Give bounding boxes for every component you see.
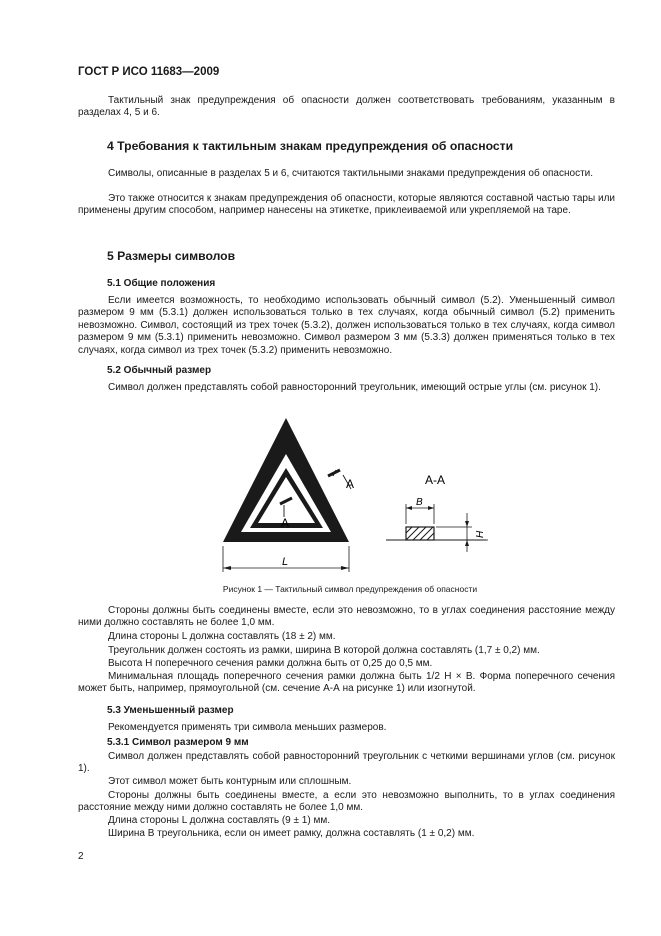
figure-notes-text-3: Треугольник должен состоять из рамки, ширина B которой должна составлять (1,7 ± 0,2) мм.	[108, 645, 540, 656]
subsection-5-3-text: Рекомендуется применять три символа меньших размеров.	[108, 722, 387, 733]
figure-notes-text-5: Минимальная площадь поперечного сечения рамки должна быть 1/2 H × B. Форма поперечного сечения может быть, например, прямоугольной (см. сечение А-А на рисунке 1) или изогнутой.	[78, 671, 615, 695]
document-header: ГОСТ Р ИСО 11683—2009	[78, 66, 220, 78]
subsection-5-3-1-paragraph-5	[78, 828, 615, 840]
section-label-a-outer: A	[346, 477, 355, 491]
subsection-5-3-1-text-5: Ширина B треугольника, если он имеет рамку, должна составлять (1 ± 0,2) мм.	[108, 828, 475, 839]
subsection-5-3-1-paragraph-1	[78, 751, 615, 776]
section-title: A-A	[425, 473, 446, 487]
subsection-5-1-paragraph	[78, 295, 615, 357]
subsection-5-2-text: Символ должен представлять собой равносторонний треугольник, имеющий острые углы (см. рисунок 1).	[108, 382, 601, 393]
subsection-5-2-title: 5.2 Обычный размер	[107, 365, 212, 376]
figure-notes-paragraph-4	[78, 658, 615, 670]
subsection-5-3-1-paragraph-3	[78, 790, 615, 815]
dimension-label-h: H	[475, 530, 486, 538]
subsection-5-3-1-text-2: Этот символ может быть контурным или сплошным.	[108, 776, 352, 787]
figure-notes-paragraph-1	[78, 605, 615, 630]
figure-notes-paragraph-5	[78, 671, 615, 696]
subsection-5-3-title: 5.3 Уменьшенный размер	[107, 705, 234, 716]
section-5-title: 5 Размеры символов	[107, 249, 236, 263]
subsection-5-1-title: 5.1 Общие положения	[107, 278, 216, 289]
figure-notes-text-2: Длина стороны L должна составлять (18 ± 2) мм.	[108, 631, 336, 642]
subsection-5-3-paragraph	[78, 722, 615, 734]
intro-paragraph	[78, 95, 615, 120]
subsection-5-1-text: Если имеется возможность, то необходимо использовать обычный символ (5.2). Уменьшенный символ размером 9 мм (5.3.1) должен использоваться только в тех случаях, когда обычный символ (5.2) применить невозможно. Символ, состоящий из трех точек (5.3.2), должен использоваться только в тех случаях, когда символ размером 9 мм (5.3.1) применить невозможно. Символ размером 3 мм (5.3.3) должен применяться только в тех случаях, когда символ из трех точек (5.3.2) применить невозможно.	[78, 295, 615, 356]
subsection-5-3-1-text-1: Символ должен представлять собой равносторонний треугольник с четкими вершинами углов (см. рисунок 1).	[78, 751, 615, 775]
section-4-text-1: Символы, описанные в разделах 5 и 6, считаются тактильными знаками предупреждения об опасности.	[108, 168, 594, 179]
section-4-text-2: Это также относится к знакам предупреждения об опасности, которые являются составной частью тары или применены другим способом, например нанесены на этикетке, приклеиваемой или укрепляемой на таре.	[78, 193, 615, 217]
section-4-paragraph-2	[78, 193, 615, 218]
subsection-5-3-1-title: 5.3.1 Символ размером 9 мм	[107, 737, 249, 748]
section-label-a-inner: A	[281, 516, 290, 530]
figure-caption: Рисунок 1 — Тактильный символ предупреждения об опасности	[222, 584, 478, 594]
subsection-5-3-1-paragraph-4	[78, 815, 615, 827]
figure-notes-text-4: Высота H поперечного сечения рамки должна быть от 0,25 до 0,5 мм.	[108, 658, 433, 669]
dimension-label-b: B	[416, 497, 423, 508]
section-cut-mark-inner	[280, 498, 292, 504]
subsection-5-3-1-text-3: Стороны должны быть соединены вместе, а если это невозможно выполнить, то в углах соединения расстояние между ними должно составлять не более 1,0 мм.	[78, 790, 615, 814]
intro-text: Тактильный знак предупреждения об опасности должен соответствовать требованиям, указанным в разделах 4, 5 и 6.	[78, 95, 615, 119]
subsection-5-2-paragraph	[78, 382, 615, 394]
page-number: 2	[78, 851, 84, 862]
figure-1	[0, 400, 661, 580]
section-4-paragraph-1	[78, 168, 615, 180]
section-4-title: 4 Требования к тактильным знакам предупреждения об опасности	[107, 139, 514, 153]
subsection-5-3-1-paragraph-2	[78, 776, 615, 788]
figure-notes-paragraph-2	[78, 631, 615, 643]
figure-notes-text-1: Стороны должны быть соединены вместе, если это невозможно, то в углах соединения расстояние между ними должно составлять не более 1,0 мм.	[78, 605, 615, 629]
dimension-label-l: L	[282, 556, 289, 568]
figure-notes-paragraph-3	[78, 645, 615, 657]
subsection-5-3-1-text-4: Длина стороны L должна составлять (9 ± 1) мм.	[108, 815, 330, 826]
